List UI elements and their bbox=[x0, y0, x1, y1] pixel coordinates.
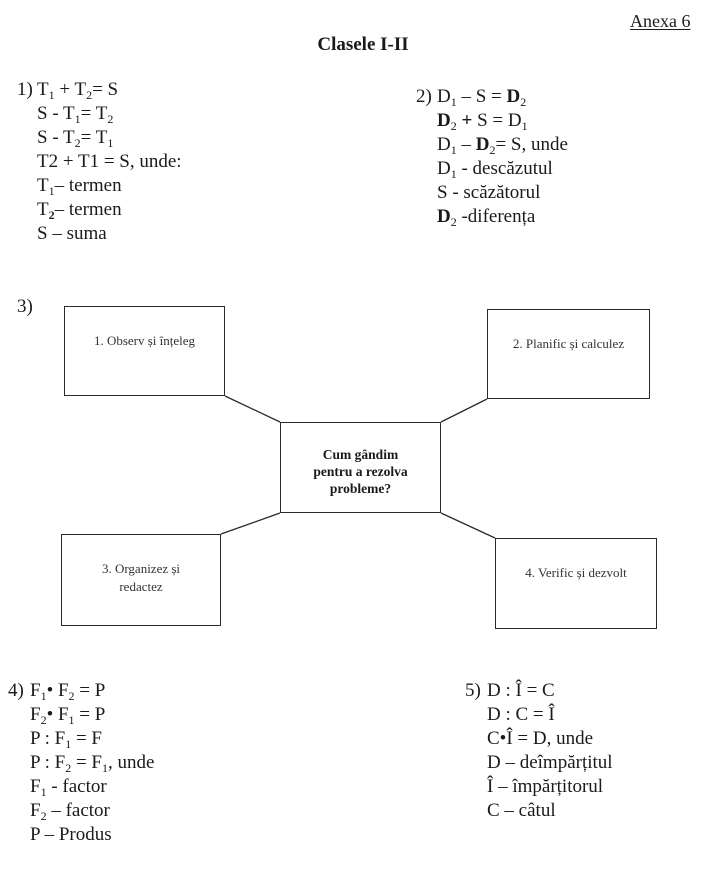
formula-text: D : Î = C bbox=[487, 680, 555, 701]
formula-text: = F bbox=[71, 728, 103, 749]
formula-text: = F bbox=[71, 752, 103, 773]
section-4-number: 4) bbox=[8, 680, 24, 701]
formula-text: • F bbox=[46, 680, 69, 701]
subscript: 1 bbox=[65, 737, 72, 751]
subscript: 2 bbox=[74, 136, 81, 150]
formula-text: D bbox=[437, 206, 451, 227]
formula-text: D bbox=[475, 134, 490, 155]
formula-text: + T bbox=[54, 79, 87, 100]
subscript: 1 bbox=[107, 136, 114, 150]
formula-text: P : F bbox=[30, 728, 66, 749]
formula-line bbox=[30, 823, 154, 847]
formula-text: F bbox=[30, 680, 41, 701]
step-3-label-line-2: redactez bbox=[119, 579, 163, 594]
subscript: 1 bbox=[48, 184, 55, 198]
connector-step-3 bbox=[221, 513, 280, 534]
subscript: 2 bbox=[40, 809, 47, 823]
subscript: 2 bbox=[107, 112, 114, 126]
formula-text: D bbox=[437, 134, 451, 155]
formula-line bbox=[30, 751, 154, 775]
center-line-1: Cum gândim bbox=[322, 447, 399, 462]
step-box-4 bbox=[495, 538, 657, 629]
formula-text: F bbox=[30, 776, 41, 797]
formula-text: -diferența bbox=[456, 206, 536, 227]
formula-text: T bbox=[37, 175, 49, 196]
step-3-label-line-1: 3. Organizez și bbox=[101, 561, 181, 576]
formula-text: = T bbox=[80, 127, 108, 148]
formula-line bbox=[30, 679, 154, 703]
subscript: 1 bbox=[48, 88, 55, 102]
formula-text: F bbox=[30, 704, 41, 725]
step-4-label: 4. Verific și dezvolt bbox=[525, 565, 627, 580]
step-1-label: 1. Observ și înțeleg bbox=[93, 333, 196, 348]
formula-text: , unde bbox=[108, 752, 155, 773]
section-1-number: 1) bbox=[17, 79, 33, 100]
subscript: 2 bbox=[48, 208, 55, 222]
subscript: 2 bbox=[450, 215, 457, 229]
subscript: 2 bbox=[489, 143, 496, 157]
formula-text: T bbox=[37, 199, 49, 220]
formula-text: Î – împărțitorul bbox=[487, 776, 604, 797]
formula-line bbox=[30, 775, 154, 799]
step-box-2 bbox=[487, 309, 650, 399]
formula-text: S - T bbox=[37, 127, 75, 148]
subscript: 2 bbox=[520, 95, 527, 109]
formula-text: – factor bbox=[46, 800, 110, 821]
formula-text: – termen bbox=[54, 199, 122, 220]
formula-text: C•Î = D, unde bbox=[487, 728, 594, 749]
section-3-number: 3) bbox=[17, 296, 33, 317]
formula-text: S – suma bbox=[37, 223, 107, 244]
formula-text: – termen bbox=[54, 175, 122, 196]
formula-text: S = D bbox=[477, 110, 522, 131]
formula-text: + bbox=[456, 110, 478, 131]
section-2-number: 2) bbox=[416, 86, 432, 107]
formula-line bbox=[487, 799, 613, 823]
formula-text: P : F bbox=[30, 752, 66, 773]
subscript: 1 bbox=[450, 143, 457, 157]
annex-label: Anexa 6 bbox=[630, 11, 691, 31]
step-box-3 bbox=[61, 534, 221, 626]
subscript: 1 bbox=[74, 112, 81, 126]
formula-line bbox=[30, 703, 154, 727]
subscript: 2 bbox=[86, 88, 93, 102]
formula-text: - factor bbox=[46, 776, 107, 797]
formula-text: D : C = Î bbox=[487, 704, 555, 725]
subscript: 1 bbox=[40, 689, 47, 703]
subscript: 1 bbox=[68, 713, 75, 727]
formula-line bbox=[487, 751, 613, 775]
formula-text: S - T bbox=[37, 103, 75, 124]
subscript: 2 bbox=[450, 119, 457, 133]
formula-line bbox=[487, 679, 613, 703]
connector-step-1 bbox=[225, 396, 280, 422]
formula-text: D bbox=[437, 86, 451, 107]
subscript: 2 bbox=[40, 713, 47, 727]
formula-text: – bbox=[456, 134, 476, 155]
center-question-box bbox=[280, 422, 441, 513]
formula-line bbox=[30, 799, 154, 823]
subscript: 1 bbox=[450, 167, 457, 181]
step-2-label: 2. Planific și calculez bbox=[512, 336, 625, 351]
formula-text: T bbox=[37, 79, 49, 100]
formula-text: F bbox=[30, 800, 41, 821]
subscript: 2 bbox=[65, 761, 72, 775]
section-5-formulas bbox=[487, 679, 613, 823]
step-box-1 bbox=[64, 306, 225, 396]
center-line-2: pentru a rezolva bbox=[313, 464, 408, 479]
subscript: 1 bbox=[40, 785, 47, 799]
page-title: Clasele I-II bbox=[317, 34, 409, 55]
section-5-number: 5) bbox=[465, 680, 481, 701]
connector-step-2 bbox=[441, 399, 487, 422]
connector-step-4 bbox=[441, 513, 495, 538]
center-line-3: probleme? bbox=[329, 481, 392, 496]
formula-text: P – Produs bbox=[30, 824, 112, 845]
formula-text: - descăzutul bbox=[456, 158, 553, 179]
formula-line bbox=[487, 703, 613, 727]
formula-text: S - scăzătorul bbox=[437, 182, 541, 203]
formula-text: D bbox=[437, 158, 451, 179]
formula-text: D bbox=[437, 110, 451, 131]
formula-line bbox=[487, 727, 613, 751]
formula-text: • F bbox=[46, 704, 69, 725]
formula-text: = T bbox=[80, 103, 108, 124]
formula-line bbox=[487, 775, 613, 799]
formula-text: C – câtul bbox=[487, 800, 556, 821]
formula-text: T2 + T1 = S, unde: bbox=[37, 151, 182, 172]
formula-text: = P bbox=[74, 704, 106, 725]
section-4-formulas bbox=[30, 679, 154, 847]
formula-line bbox=[30, 727, 154, 751]
subscript: 1 bbox=[450, 95, 457, 109]
subscript: 2 bbox=[68, 689, 75, 703]
formula-text: = P bbox=[74, 680, 106, 701]
formula-text: D bbox=[506, 86, 521, 107]
subscript: 1 bbox=[102, 761, 109, 775]
formula-text: = S, unde bbox=[495, 134, 568, 155]
subscript: 1 bbox=[521, 119, 528, 133]
formula-text: – S = bbox=[456, 86, 507, 107]
formula-text: = S bbox=[92, 79, 119, 100]
formula-text: D – deîmpărțitul bbox=[487, 752, 613, 773]
